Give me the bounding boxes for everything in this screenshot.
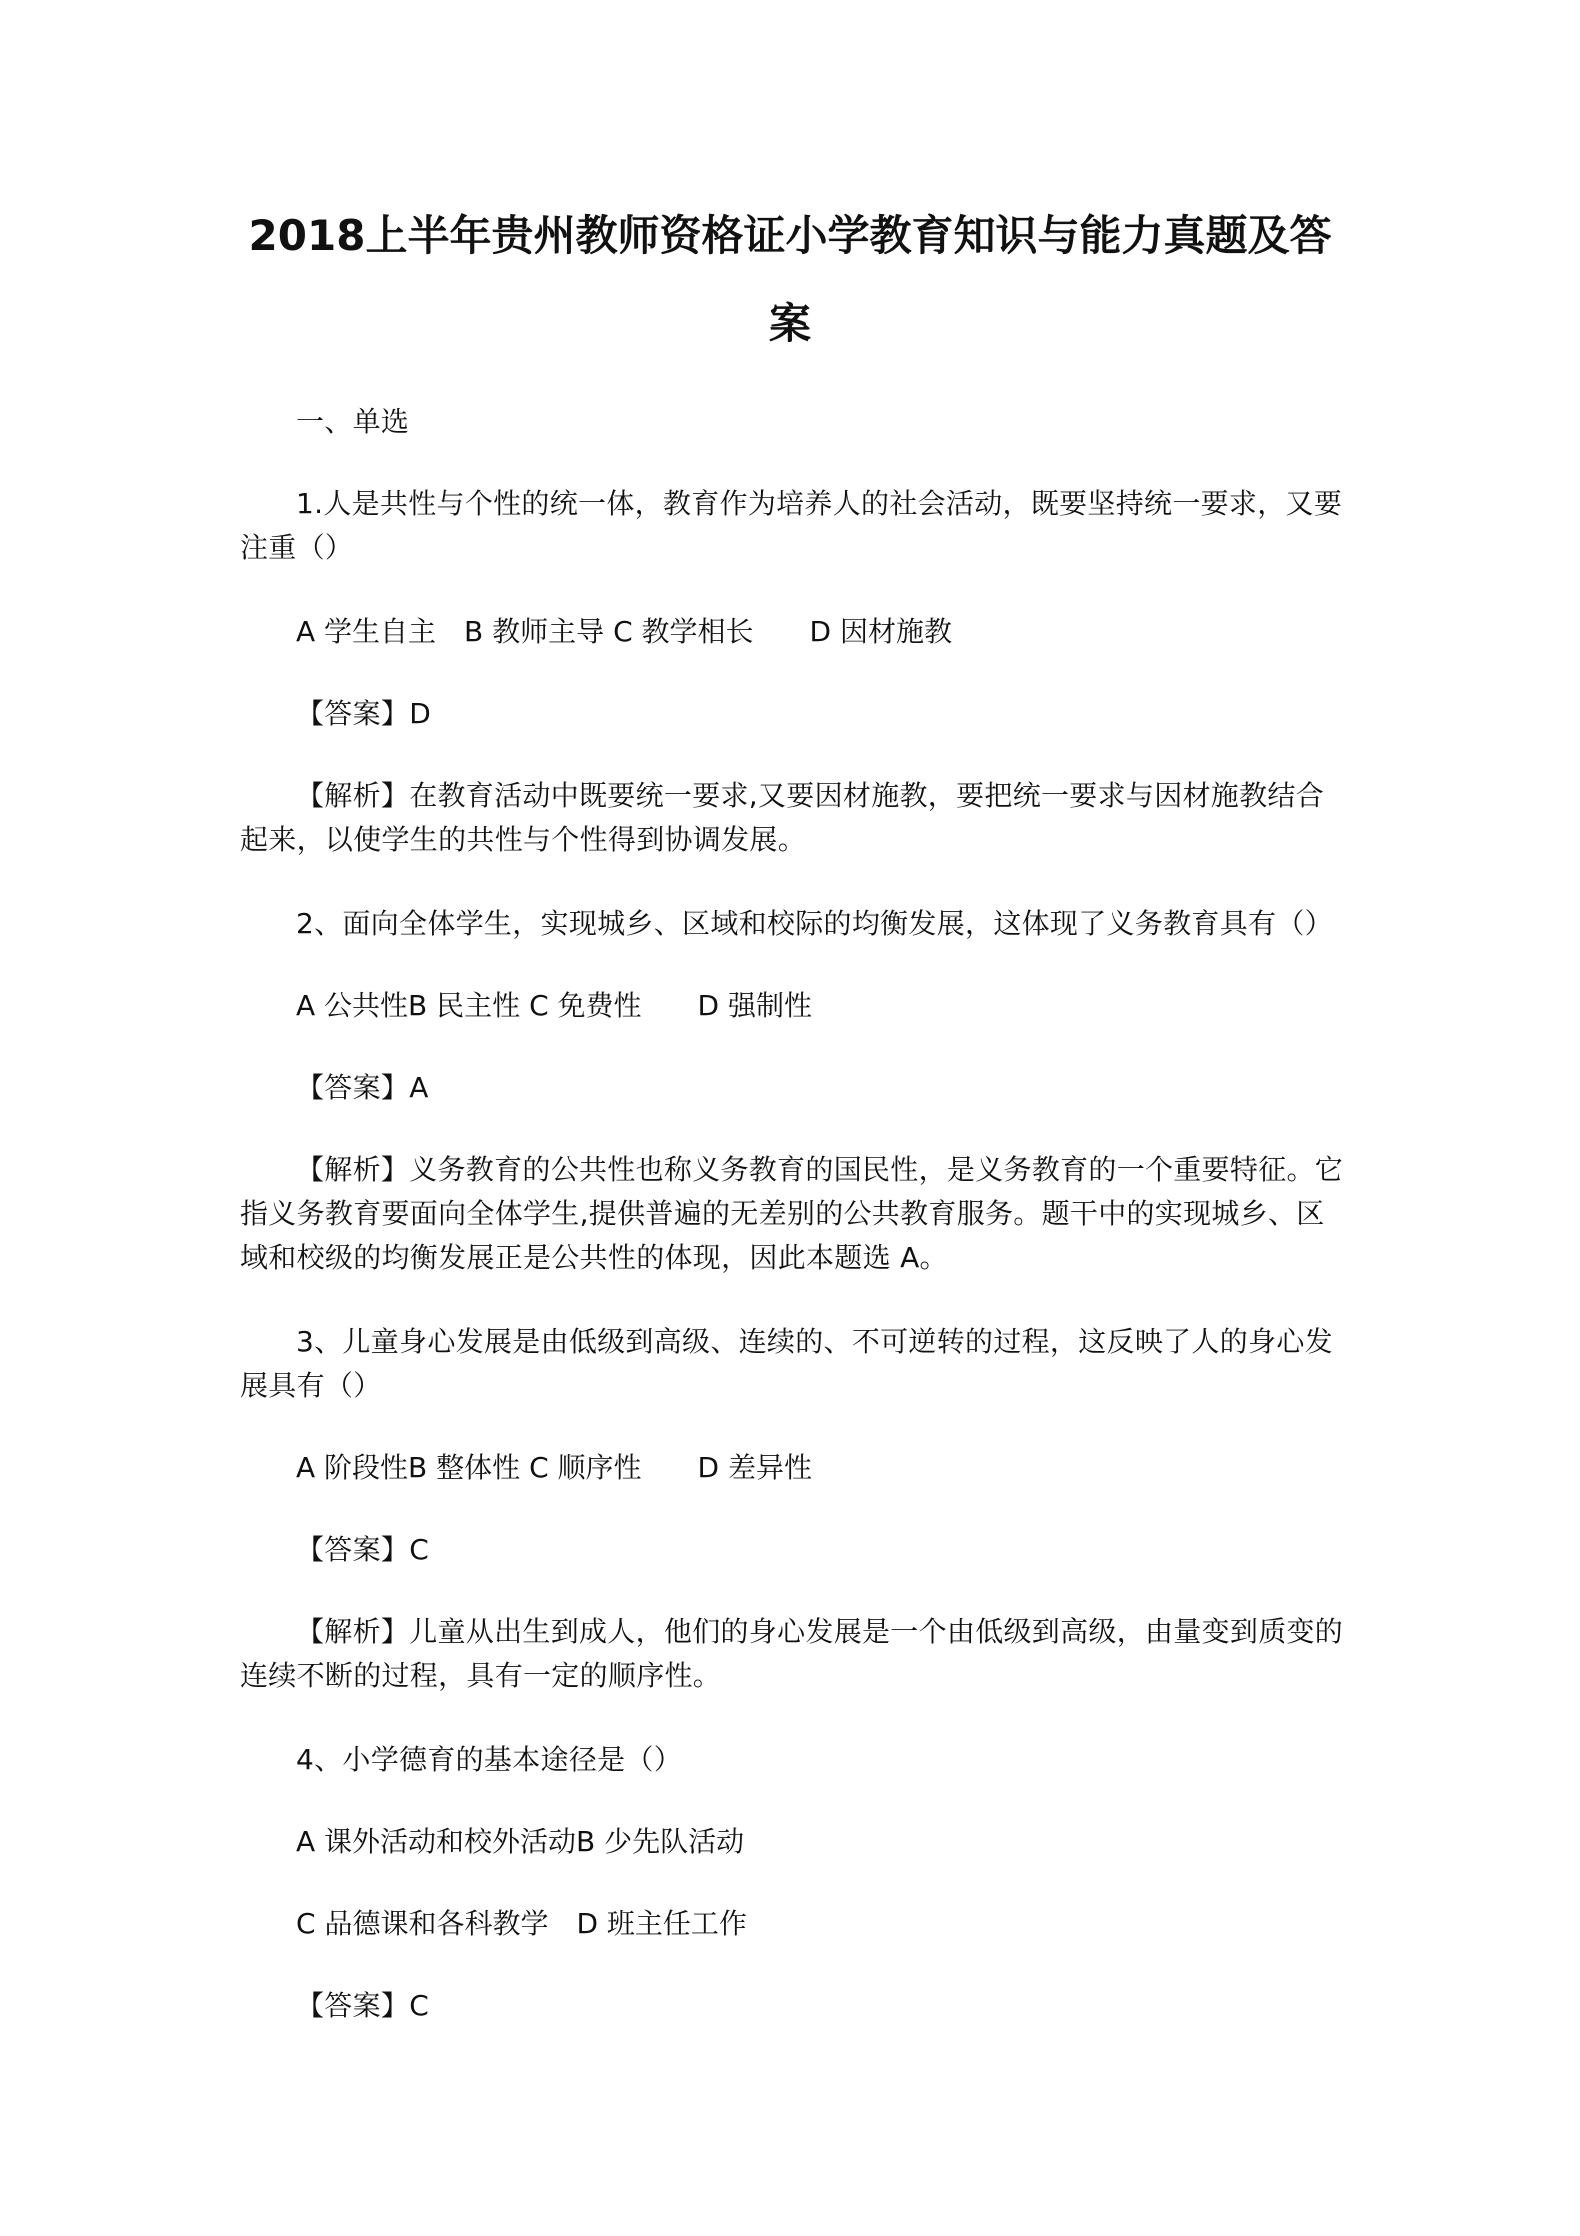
answer-line: 【答案】D xyxy=(296,697,432,730)
question-stem: 1.人是共性与个性的统一体，教育作为培养人的社会活动，既要坚持统一要求，又要注重（） xyxy=(240,487,1343,564)
answer-line: 【答案】A xyxy=(296,1071,429,1104)
question-options: A 课外活动和校外活动B 少先队活动 xyxy=(296,1825,745,1858)
question-stem: 4、小学德育的基本途径是（） xyxy=(296,1743,683,1776)
document-title: 2018上半年贵州教师资格证小学教育知识与能力真题及答案 xyxy=(248,211,1332,348)
question-stem: 3、儿童身心发展是由低级到高级、连续的、不可逆转的过程，这反映了人的身心发展具有（） xyxy=(240,1325,1333,1402)
question-options: A 阶段性B 整体性 C 顺序性 D 差异性 xyxy=(296,1451,812,1484)
analysis-text: 【解析】儿童从出生到成人，他们的身心发展是一个由低级到高级，由量变到质变的连续不断的过程，具有一定的顺序性。 xyxy=(240,1615,1344,1692)
question-options: A 学生自主 B 教师主导 C 教学相长 D 因材施教 xyxy=(296,615,952,648)
analysis-text: 【解析】在教育活动中既要统一要求,又要因材施教，要把统一要求与因材施教结合起来，以使学生的共性与个性得到协调发展。 xyxy=(240,779,1325,856)
section-heading: 一、单选 xyxy=(296,405,410,438)
answer-line: 【答案】C xyxy=(296,1533,430,1566)
answer-line: 【答案】C xyxy=(296,1989,430,2022)
question-options: A 公共性B 民主性 C 免费性 D 强制性 xyxy=(296,989,812,1022)
question-options: C 品德课和各科教学 D 班主任工作 xyxy=(296,1907,747,1940)
question-stem: 2、面向全体学生，实现城乡、区域和校际的均衡发展，这体现了义务教育具有（） xyxy=(296,907,1333,940)
analysis-text: 【解析】义务教育的公共性也称义务教育的国民性，是义务教育的一个重要特征。它指义务教育要面向全体学生,提供普遍的无差别的公共教育服务。题干中的实现城乡、区域和校级的均衡发展正是公共性的体现，因此本题选 A。 xyxy=(240,1153,1344,1274)
